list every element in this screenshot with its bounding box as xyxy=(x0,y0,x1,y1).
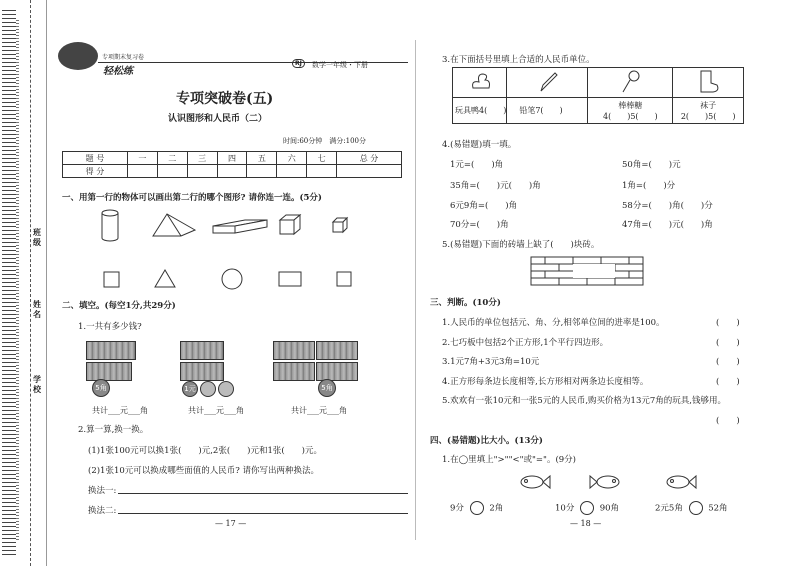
coin-image xyxy=(218,381,234,397)
banknote-image xyxy=(316,341,358,360)
score-header: 二 xyxy=(157,152,187,165)
section-4-heading: 四、(易错题)比大小。(13分) xyxy=(430,436,543,446)
pencil-label[interactable]: 铅笔7( ) xyxy=(507,98,588,124)
cut-line xyxy=(30,0,31,566)
cylinder-icon xyxy=(102,210,118,241)
score-row-label: 得 分 xyxy=(63,165,128,178)
logo-text: 轻松练 xyxy=(103,66,133,77)
q3: 3.在下面括号里填上合适的人民币单位。 xyxy=(442,55,595,65)
judge-3: 3.1元7角+3元3角=10元 xyxy=(442,357,540,367)
judge-1: 1.人民币的单位包括元、角、分,相邻单位间的进率是100。 xyxy=(442,318,665,328)
method-2-label: 换法二: xyxy=(88,506,117,516)
section-4-1: 1.在◯里填上">""<"或"="。(9分) xyxy=(442,455,576,465)
fill-1b[interactable]: 50角=( )元 xyxy=(622,160,681,170)
score-header: 总 分 xyxy=(337,152,402,165)
score-cell[interactable] xyxy=(157,165,187,178)
judge-1-answer[interactable]: ( ) xyxy=(716,318,740,328)
lollipop-units: 4( )5( ) xyxy=(603,111,658,121)
judge-5-answer[interactable]: ( ) xyxy=(716,416,740,426)
total-answer-1[interactable]: 共计___元___角 xyxy=(92,406,148,415)
banknote-image xyxy=(316,362,358,381)
compare-3-right: 52角 xyxy=(708,503,728,514)
duck-icon xyxy=(467,70,493,94)
school-label: 学校 xyxy=(33,375,41,394)
score-table xyxy=(62,151,402,178)
lollipop-icon xyxy=(618,69,642,95)
compare-3 xyxy=(655,501,728,515)
compare-circle[interactable] xyxy=(580,501,594,515)
rj-badge: RJ xyxy=(292,59,305,68)
judge-5: 5.欢欢有一张10元和一张5元的人民币,购买价格为13元7角的玩具,钱够用。 xyxy=(442,396,726,406)
q2-1: 1.一共有多少钱? xyxy=(78,322,142,332)
pencil-cell xyxy=(507,68,588,98)
compare-1 xyxy=(450,501,503,515)
score-header: 一 xyxy=(127,152,157,165)
coin-image: 5角 xyxy=(318,379,336,397)
triangle-shape xyxy=(155,270,175,287)
judge-2: 2.七巧板中包括2个正方形,1个平行四边形。 xyxy=(442,338,609,348)
method-1-label: 换法一: xyxy=(88,486,117,496)
q4: 4.(易错题)填一填。 xyxy=(442,140,517,150)
cuboid-icon xyxy=(213,220,267,233)
score-cell[interactable] xyxy=(247,165,277,178)
score-cell[interactable] xyxy=(187,165,217,178)
circle-shape xyxy=(222,269,242,289)
judge-3-answer[interactable]: ( ) xyxy=(716,357,740,367)
compare-3-left: 2元5角 xyxy=(655,503,683,514)
method-1-line[interactable] xyxy=(118,493,408,494)
score-header: 六 xyxy=(277,152,307,165)
q5: 5.(易错题)下面的砖墙上缺了( )块砖。 xyxy=(442,240,600,250)
q2-heading: 二、填空。(每空1分,共29分) xyxy=(62,301,176,311)
q1-heading: 一、用第一行的物体可以画出第二行的哪个图形? 请你连一连。(5分) xyxy=(62,193,322,203)
shapes-row xyxy=(95,266,395,294)
lollipop-name: 棒棒糖 xyxy=(618,100,643,110)
sock-cell xyxy=(673,68,744,98)
missing-bricks xyxy=(573,264,615,278)
score-cell[interactable] xyxy=(127,165,157,178)
fill-2a[interactable]: 35角=( )元( )角 xyxy=(450,181,541,191)
fill-3a[interactable]: 6元9角=( )角 xyxy=(450,201,518,211)
small-square-shape xyxy=(337,272,351,286)
coin-image: 5角 xyxy=(92,379,110,397)
score-cell[interactable] xyxy=(307,165,337,178)
page-subtitle: 认识图形和人民币（二） xyxy=(168,114,268,124)
page-number-left: — 17 — xyxy=(215,519,247,528)
judge-4-answer[interactable]: ( ) xyxy=(716,377,740,387)
fill-1a[interactable]: 1元=( )角 xyxy=(450,160,504,170)
banknote-image xyxy=(273,341,315,360)
total-answer-3[interactable]: 共计___元___角 xyxy=(291,406,347,415)
section-3-heading: 三、判断。(10分) xyxy=(430,298,501,308)
binding-spiral xyxy=(2,10,16,556)
duck-cell xyxy=(453,68,507,98)
fish-icon xyxy=(521,476,550,488)
rectangle-shape xyxy=(279,272,301,286)
sock-icon xyxy=(693,69,723,95)
score-header: 四 xyxy=(217,152,247,165)
sock-label[interactable] xyxy=(673,98,744,124)
time-score: 时间:60分钟 满分:100分 xyxy=(283,137,366,145)
score-header: 题 号 xyxy=(63,152,128,165)
lollipop-cell xyxy=(588,68,673,98)
fill-4b[interactable]: 47角=( )元( )角 xyxy=(622,220,713,230)
score-cell[interactable] xyxy=(337,165,402,178)
q2-2: 2.算一算,换一换。 xyxy=(78,425,149,435)
compare-circle[interactable] xyxy=(470,501,484,515)
square-shape xyxy=(104,272,119,287)
coin-image xyxy=(200,381,216,397)
small-cube-icon xyxy=(333,218,347,232)
sock-name: 袜子 xyxy=(700,100,717,110)
banknote-image xyxy=(86,341,136,360)
method-2-line[interactable] xyxy=(118,513,408,514)
banknote-image xyxy=(273,362,315,381)
compare-2-left: 10分 xyxy=(555,503,575,514)
duck-label[interactable]: 玩具鸭4( ) xyxy=(453,98,507,124)
pencil-icon xyxy=(535,69,559,95)
total-answer-2[interactable]: 共计___元___角 xyxy=(188,406,244,415)
q2-2-2: (2)1张10元可以换成哪些面值的人民币? 请你写出两种换法。 xyxy=(88,466,320,476)
page-divider xyxy=(415,40,416,540)
cube-icon xyxy=(280,215,300,234)
brick-wall-image xyxy=(527,253,647,289)
banknote-image xyxy=(86,362,132,381)
fish-icon xyxy=(667,476,696,488)
unit-table xyxy=(452,67,744,124)
compare-1-left: 9分 xyxy=(450,503,464,514)
score-cell[interactable] xyxy=(217,165,247,178)
score-cell[interactable] xyxy=(277,165,307,178)
fill-3b[interactable]: 58分=( )角( )分 xyxy=(622,201,713,211)
binding-holes xyxy=(16,20,19,540)
compare-2 xyxy=(555,501,619,515)
page-number-right: — 18 — xyxy=(570,519,602,528)
class-label: 班级 xyxy=(33,228,41,247)
score-header: 五 xyxy=(247,152,277,165)
coin-image: 1元 xyxy=(182,381,198,397)
banknote-image xyxy=(180,362,224,381)
objects-row xyxy=(95,208,395,244)
lollipop-label[interactable] xyxy=(588,98,673,124)
score-header: 七 xyxy=(307,152,337,165)
fill-2b[interactable]: 1角=( )分 xyxy=(622,181,676,191)
q2-2-1: (1)1张100元可以换1张( )元,2张( )元和1张( )元。 xyxy=(88,446,322,456)
compare-circle[interactable] xyxy=(689,501,703,515)
banner-text: 专项期末复习卷 xyxy=(102,54,145,61)
score-header: 三 xyxy=(187,152,217,165)
fish-icon xyxy=(590,476,619,488)
banknote-image xyxy=(180,341,224,360)
fish-icons xyxy=(510,470,730,494)
sock-units: 2( )5( ) xyxy=(680,111,736,121)
triangular-prism-icon xyxy=(153,214,195,236)
compare-2-right: 90角 xyxy=(599,503,620,514)
gutter-line xyxy=(46,0,47,566)
compare-1-right: 2角 xyxy=(489,503,504,514)
judge-4: 4.正方形每条边长度相等,长方形相对两条边长度相等。 xyxy=(442,377,649,387)
grade-text: 数学一年级・下册 xyxy=(312,61,368,69)
name-label: 姓名 xyxy=(33,300,41,319)
fill-4a[interactable]: 70分=( )角 xyxy=(450,220,509,230)
judge-2-answer[interactable]: ( ) xyxy=(716,338,740,348)
page-title: 专项突破卷(五) xyxy=(176,91,274,107)
